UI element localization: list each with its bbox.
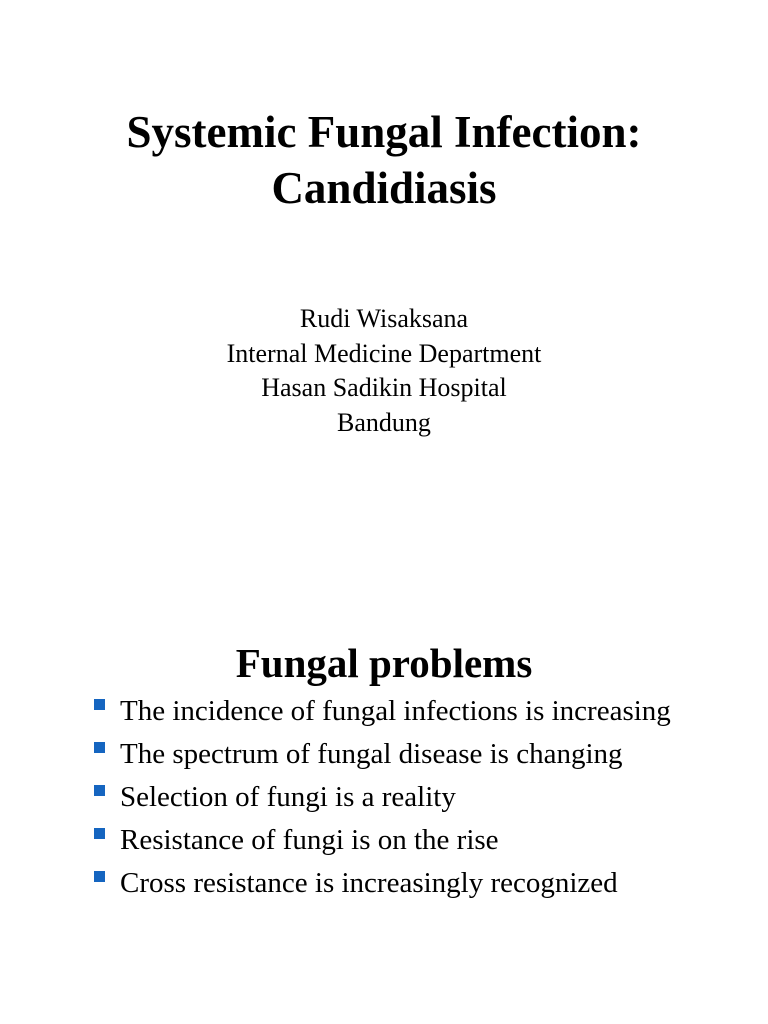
- author-hospital: Hasan Sadikin Hospital: [261, 373, 507, 402]
- author-name: Rudi Wisaksana: [299, 304, 469, 333]
- author-city: Bandung: [337, 407, 431, 437]
- list-item: [0, 866, 768, 901]
- list-item: [0, 780, 768, 815]
- bullet-text: Cross resistance is increasingly recognized: [120, 867, 618, 899]
- square-bullet-icon: [94, 699, 105, 710]
- square-bullet-icon: [94, 785, 105, 796]
- list-item: [0, 737, 768, 772]
- list-item: [0, 823, 768, 858]
- bullet-list: [0, 694, 768, 909]
- author-department: Internal Medicine Department: [226, 338, 542, 368]
- presentation-title: [0, 104, 768, 216]
- square-bullet-icon: [94, 742, 105, 753]
- square-bullet-icon: [94, 828, 105, 839]
- title-line-1: Systemic Fungal Infection:: [126, 107, 642, 157]
- list-item: [0, 694, 768, 729]
- bullet-text: The spectrum of fungal disease is changing: [120, 738, 623, 770]
- slide-fungal-problems: [0, 512, 768, 1024]
- title-line-2: Candidiasis: [271, 163, 497, 213]
- section-title: Fungal problems: [235, 640, 533, 686]
- square-bullet-icon: [94, 871, 105, 882]
- author-block: [0, 302, 768, 440]
- bullet-text: The incidence of fungal infections is increasing: [120, 695, 671, 727]
- bullet-text: Selection of fungi is a reality: [120, 781, 456, 813]
- bullet-text: Resistance of fungi is on the rise: [120, 824, 499, 856]
